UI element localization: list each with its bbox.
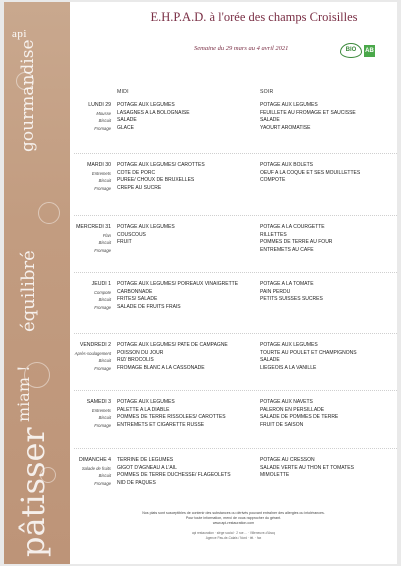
menu-item: PUREE/ CHOUX DE BRUXELLES (117, 177, 195, 183)
menu-item: COMPOTE (260, 177, 286, 183)
menu-page (4, 2, 397, 564)
midi-menu (117, 224, 175, 247)
menu-item: PALETTE A LA DIABLE (117, 406, 170, 413)
menu-item: POISSON DU JOUR (117, 349, 164, 356)
soir-menu (260, 224, 332, 254)
company-address: api restauration · siège social · 2 rue ... · Villeneuve-d'Ascq (191, 531, 276, 535)
menu-item: CREPE AU SUCRE (117, 184, 162, 191)
midi-menu (117, 102, 190, 132)
sidebar-word: miam ! (14, 365, 33, 422)
course-category: Biscuit (98, 473, 111, 478)
menu-item: ENTREMETS AU CAFE (260, 246, 314, 253)
menu-item: TOURTE AU POULET ET CHAMPIGNONS (260, 349, 357, 356)
course-category: Biscuit (98, 118, 111, 123)
day-separator (74, 448, 397, 449)
menu-item: POMMES DE TERRE RISSOLEES/ CAROTTES (117, 414, 226, 420)
menu-item: COUSCOUS (117, 231, 146, 238)
menu-item: GIGOT D'AGNEAU A L'AIL (117, 464, 177, 471)
menu-item: FRITES/ SALADE (117, 296, 158, 302)
menu-item: FRUIT DE SAISON (260, 421, 304, 428)
course-category: Entremets (91, 407, 111, 413)
day-label-block (74, 224, 111, 254)
soir-menu (260, 281, 323, 304)
midi-menu (117, 162, 205, 192)
day-name: LUNDI 29 (88, 102, 111, 108)
course-category: Fromage (94, 480, 111, 486)
menu-item: PAIN PERDU (260, 288, 291, 295)
page-title: E.H.P.A.D. à l'orée des champs Croisilles (150, 10, 358, 24)
decor-circle (38, 202, 60, 224)
menu-item: RILLETTES (260, 231, 287, 238)
day-name: VENDREDI 2 (79, 342, 111, 348)
course-category: Biscuit (98, 178, 111, 183)
menu-item: SALADE DE POMMES DE TERRE (260, 414, 339, 420)
course-category: Salade de fruits (81, 465, 111, 471)
menu-item: SALADE (117, 117, 137, 123)
soir-menu (260, 457, 354, 480)
midi-menu (117, 457, 231, 487)
menu-item: LASAGNES A LA BOLOGNAISE (117, 109, 190, 116)
menu-item: CARBONNADE (117, 288, 153, 295)
menu-item: NID DE PAQUES (117, 479, 156, 486)
day-separator (74, 272, 397, 273)
menu-item: ENTREMETS ET CIGARETTE RUSSE (117, 421, 205, 428)
day-name: DIMANCHE 4 (79, 457, 111, 463)
allergen-notice: Nos plats sont susceptibles de contenir des substances ou dérivés pouvant entraîner des allergies ou intolérances. (142, 511, 325, 515)
day-name: MARDI 30 (87, 162, 111, 168)
menu-item: SALADE (260, 117, 280, 123)
menu-item: YAOURT AROMATISE (260, 124, 311, 131)
day-name: MERCREDI 31 (76, 224, 111, 230)
course-category: Compote (94, 289, 111, 295)
menu-item: POTAGE AUX BOLETS (260, 162, 313, 168)
menu-item: POTAGE AUX LEGUMES/ CAROTTES (117, 162, 205, 168)
menu-item: POTAGE AUX LEGUMES (117, 102, 175, 108)
day-label-block (74, 399, 111, 429)
agency-contact: Agence Pas-de-Calais / Nord · tél. · fax (205, 536, 262, 540)
day-label-block (74, 162, 111, 192)
menu-item: LIEGEOIS A LA VANILLE (260, 364, 317, 371)
soir-menu (260, 162, 360, 185)
menu-item: PETITS SUISSES SUCRES (260, 296, 323, 302)
day-separator (74, 215, 397, 216)
course-category: Biscuit (98, 240, 111, 245)
day-label-block (74, 457, 111, 487)
course-category: Fromage (94, 185, 111, 191)
menu-item: OEUF A LA COQUE ET SES MOUILLETTES (260, 169, 361, 176)
menu-item: POTAGE AUX LEGUMES (117, 224, 175, 230)
api-logo: api (12, 28, 27, 40)
day-label-block (74, 342, 111, 372)
column-header-soir: SOIR (260, 89, 274, 95)
menu-item: MIMOLETTE (260, 472, 290, 478)
course-category: Flan (102, 232, 111, 238)
menu-item: TERRINE DE LEGUMES (117, 457, 174, 463)
menu-item: SALADE DE FRUITS FRAIS (117, 303, 181, 310)
course-category: Biscuit (98, 358, 111, 363)
menu-item: POTAGE A LA TOMATE (260, 281, 314, 287)
menu-item: POTAGE AUX LEGUMES/ POIREAUX VINAIGRETTE (117, 281, 239, 287)
menu-item: COTE DE PORC (117, 169, 156, 176)
menu-item: POTAGE AU CRESSON (260, 457, 315, 463)
ab-logo: AB (364, 45, 375, 57)
menu-item: SALADE (260, 357, 280, 363)
day-label-block (74, 281, 111, 311)
menu-item: POMMES DE TERRE DUCHESSE/ FLAGEOLETS (117, 472, 231, 478)
menu-item: PALERON EN PERSILLADE (260, 406, 325, 413)
menu-item: POTAGE AUX LEGUMES (260, 342, 318, 348)
course-category: Fromage (94, 422, 111, 428)
day-name: JEUDI 1 (91, 281, 111, 287)
menu-item: GLACE (117, 124, 134, 131)
menu-item: POTAGE AUX NAVETS (260, 399, 313, 405)
menu-item: POTAGE A LA COURGETTE (260, 224, 325, 230)
sidebar-word: gourmandise (18, 39, 38, 152)
menu-item: RIZ/ BROCOLIS (117, 357, 154, 363)
info-notice: Pour toute information, merci de vous rapprocher du gérant. (185, 516, 282, 520)
midi-menu (117, 399, 226, 429)
menu-item: SALADE VERTE AU THON ET TOMATES (260, 464, 354, 471)
midi-menu (117, 342, 228, 372)
course-category: Fromage (94, 304, 111, 310)
menu-item: POMMES DE TERRE AU FOUR (260, 239, 333, 245)
menu-item: POTAGE AUX LEGUMES (117, 399, 175, 405)
course-category: Fromage (94, 125, 111, 131)
menu-item: FROMAGE BLANC A LA CASSONADE (117, 364, 205, 371)
course-category: Mousse (96, 110, 111, 116)
menu-item: FEUILLETE AU FROMAGE ET SAUCISSE (260, 109, 356, 116)
sidebar-word: équilibré (18, 250, 39, 332)
course-category: Entremets (91, 170, 111, 176)
day-label-block (74, 102, 111, 132)
day-separator (74, 390, 397, 391)
soir-menu (260, 342, 357, 372)
day-separator (74, 153, 397, 154)
decorative-sidebar (4, 2, 70, 564)
course-category: Biscuit (98, 297, 111, 302)
soir-menu (260, 102, 356, 132)
menu-item: POTAGE AUX LEGUMES/ PATE DE CAMPAGNE (117, 342, 228, 348)
soir-menu (260, 399, 338, 429)
menu-item: FRUIT (117, 239, 132, 245)
sidebar-word: pâtisser (14, 427, 52, 557)
midi-menu (117, 281, 238, 311)
website-link[interactable]: www.api-restauration.com (212, 521, 255, 525)
menu-item: POTAGE AUX LEGUMES (260, 102, 318, 108)
bio-badge: BIO (340, 43, 362, 58)
week-range: Semaine du 29 mars au 4 avril 2021 (194, 45, 289, 52)
course-category: Fromage (94, 365, 111, 371)
day-name: SAMEDI 3 (86, 399, 111, 405)
course-category: Biscuit (98, 415, 111, 420)
day-separator (74, 333, 397, 334)
course-category: Après-soulagement (74, 350, 111, 356)
course-category: Fromage (94, 247, 111, 253)
column-header-midi: MIDI (117, 89, 129, 95)
